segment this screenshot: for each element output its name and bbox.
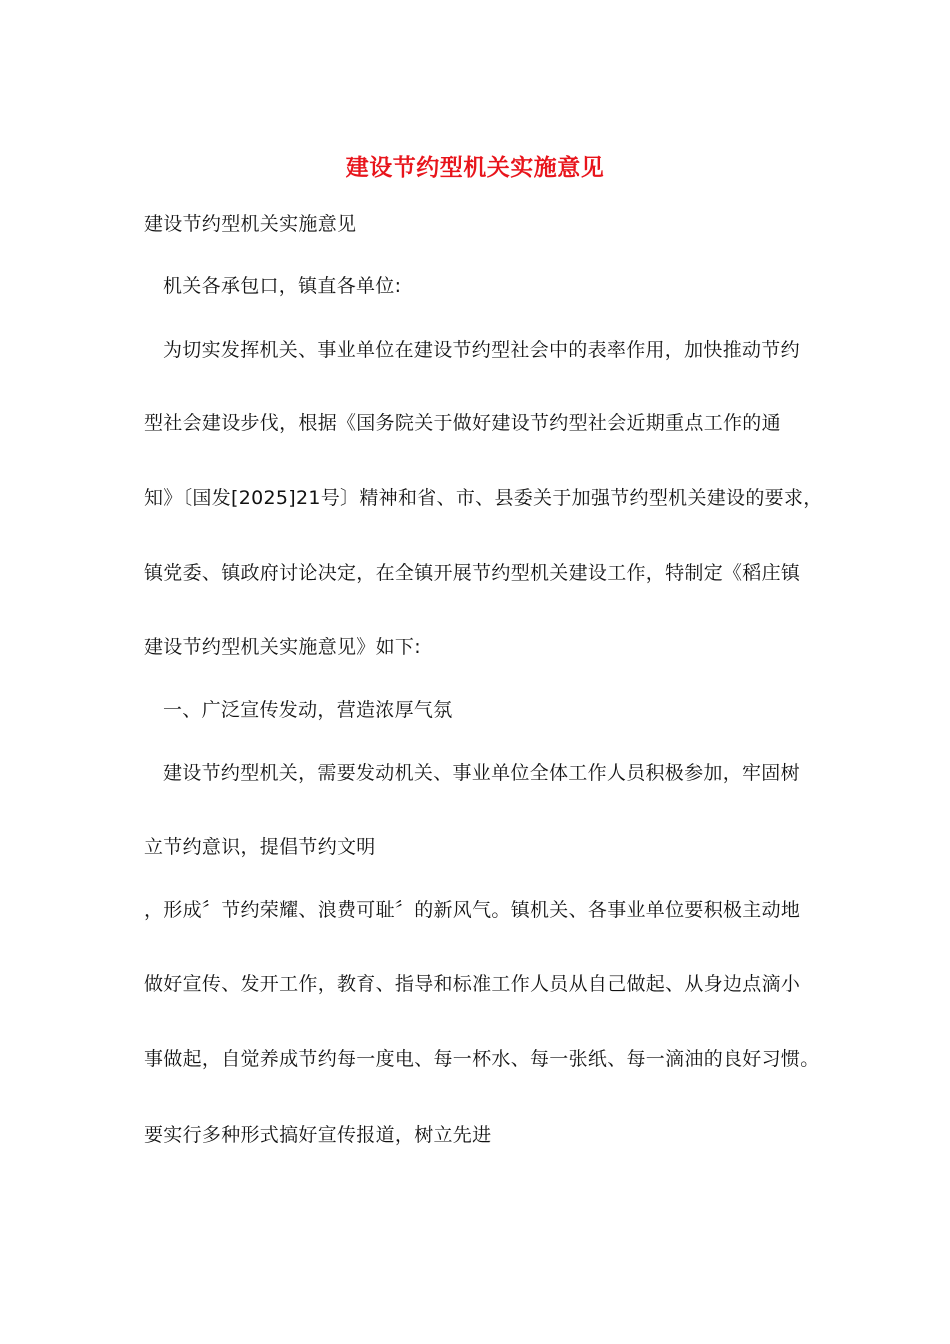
subtitle-line: 建设节约型机关实施意见: [144, 213, 357, 235]
paragraph-line: 要实行多种形式搞好宣传报道，树立先进: [144, 1124, 492, 1146]
paragraph-line: 为切实发挥机关、事业单位在建设节约型社会中的表率作用，加快推动节约: [163, 339, 800, 361]
paragraph-line: 事做起，自觉养成节约每一度电、每一杯水、每一张纸、每一滴油的良好习惯。: [144, 1048, 820, 1070]
paragraph-line: 立节约意识，提倡节约文明: [144, 836, 376, 858]
document-title: 建设节约型机关实施意见: [345, 154, 605, 181]
paragraph-line: 做好宣传、发开工作，教育、指导和标准工作人员从自己做起、从身边点滴小: [144, 973, 801, 995]
section-heading: 一、广泛宣传发动，营造浓厚气氛: [163, 699, 453, 721]
paragraph-line: 型社会建设步伐，根据《国务院关于做好建设节约型社会近期重点工作的通: [144, 412, 781, 434]
paragraph-line: 知》〔国发[2025]21号〕精神和省、市、县委关于加强节约型机关建设的要求，: [144, 487, 823, 509]
paragraph-line: 镇党委、镇政府讨论决定，在全镇开展节约型机关建设工作，特制定《稻庄镇: [144, 562, 801, 584]
salutation-line: 机关各承包口，镇直各单位:: [163, 275, 402, 297]
paragraph-line: 建设节约型机关实施意见》如下:: [144, 636, 421, 658]
paragraph-line: 建设节约型机关，需要发动机关、事业单位全体工作人员积极参加，牢固树: [163, 762, 800, 784]
paragraph-line: ，形成〞节约荣耀、浪费可耻〞的新风气。镇机关、各事业单位要积极主动地: [144, 899, 801, 921]
